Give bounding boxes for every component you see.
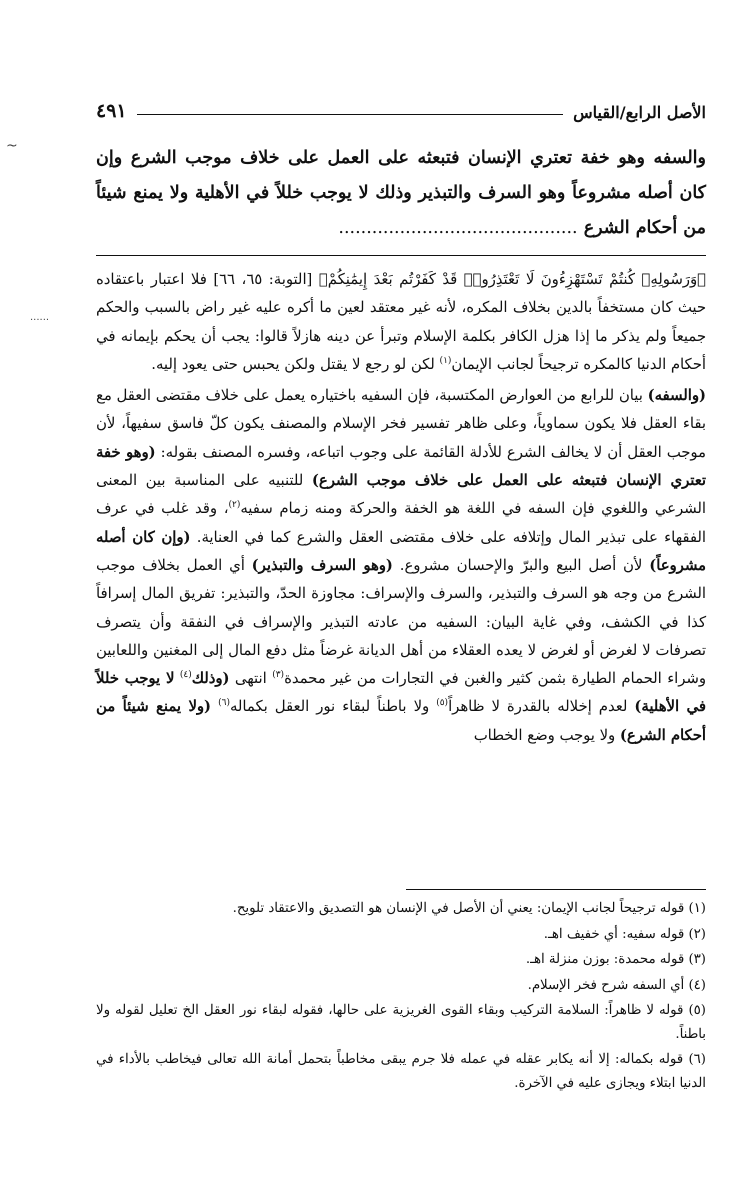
matn-quote: (وهو السرف والتبذير) bbox=[251, 556, 393, 574]
commentary-text: لكن لو رجع لا يقتل ولكن يحبس حتى يعود إليه. bbox=[151, 355, 435, 373]
footnotes bbox=[96, 897, 706, 1095]
commentary-text: ولا باطناً لبقاء نور العقل بكماله bbox=[229, 698, 430, 716]
commentary-paragraph bbox=[96, 266, 706, 379]
margin-mark: ...... bbox=[30, 312, 50, 323]
text-separator bbox=[96, 255, 706, 256]
footnote-marker: (٦) bbox=[218, 698, 230, 709]
commentary-text: لأن أصل البيع والبرّ والإحسان مشروع. bbox=[399, 556, 643, 574]
footnote-marker: (٣) bbox=[272, 670, 285, 681]
header-rule bbox=[137, 114, 563, 115]
matn-quote: (وذلك bbox=[191, 670, 230, 688]
footnote: (٣) قوله محمدة: بوزن منزلة اهـ. bbox=[525, 952, 706, 967]
commentary-text: بيان للرابع من العوارض المكتسبة، فإن السفيه باختياره يعمل على خلاف مقتضى العقل مع بقاء العقل فلا يكون سماوياً، وعلى ظاهر تفسير فخر الإسلام والمصنف يكون كلّ فاسق سفيهاً، لأن موجب العقل أن لا يخالف الشرع للأدلة القائمة على وجوب اتباعه، وفسره المصنف بقوله: bbox=[96, 387, 706, 461]
footnote: (١) قوله ترجيحاً لجانب الإيمان: يعني أن الأصل في الإنسان هو التصديق والاعتقاد تلويح. bbox=[232, 901, 706, 916]
commentary-text: فلا اعتبار باعتقاده حيث كان مستخفاً بالدين بخلاف المكره، لأنه غير معتقد لعين ما أكره عليه غير راض بالسبب والحكم جميعاً ولم يذكر ما إذا هزل الكافر بكلمة الإسلام وتبرأ عن دينه هازلاً قالوا: يجب أن يحكم بإيمانه في أحكام الدنيا كالمكره ترجيحاً لجانب الإيمان bbox=[96, 271, 706, 373]
footnote-marker: (٢) bbox=[228, 500, 241, 511]
matn-quote: (وإن كان أصله مشروعاً) bbox=[96, 528, 706, 574]
commentary bbox=[96, 266, 706, 750]
main-text-body: والسفه وهو خفة تعتري الإنسان فتبعثه على العمل على خلاف موجب الشرع وإن كان أصله مشروعاً وهو السرف والتبذير وذلك لا يوجب خللاً في الأهلية ولا يمنع شيئاً من أحكام الشرع bbox=[96, 148, 706, 238]
verse-reference: [التوبة: ٦٥، ٦٦] bbox=[213, 271, 313, 288]
margin-mark: ~ bbox=[6, 138, 18, 154]
footnote: (٥) قوله لا ظاهراً: السلامة التركيب وبقاء القوى الغريزية على حالها، فقوله لبقاء نور العقل الخ تعليل لقوله ولا باطناً. bbox=[96, 1003, 706, 1042]
footnote: (٢) قوله سفيه: أي خفيف اهـ. bbox=[543, 926, 706, 942]
footnote-marker: (٥) bbox=[436, 698, 449, 709]
commentary-text: أي العمل بخلاف موجب الشرع من وجه هو السرف والتبذير، والسرف والإسراف: مجاوزة الحدّ، والتبذير: تفريق المال إسرافاً كذا في الكشف، وفي غاية البيان: السفيه من عادته التبذير والإسراف في النفقة وأن يتصرف تصرفات لا لغرض أو لغرض لا يعده العقلاء من أهل الديانة غرضاً مثل دفع المال إلى المغنين واللعابين وشراء الحمام الطيارة بثمن كثير والغبن في التجارات من غير محمدة bbox=[96, 556, 706, 688]
footnote-separator bbox=[406, 889, 706, 890]
matn-quote: (ولا يمنع شيئاً من أحكام الشرع) bbox=[96, 698, 706, 744]
footnote: (٦) قوله بكماله: إلا أنه يكابر عقله في عمله فلا جرم يبقى مخاطباً بتحمل أمانة الله تعالى فيخاطب بالأداء في الدنيا ابتلاء ويجازى عليه في الآخرة. bbox=[96, 1052, 706, 1091]
commentary-text: ولا يوجب وضع الخطاب bbox=[473, 726, 616, 744]
footnote-marker: (٤) bbox=[179, 670, 192, 681]
commentary-text: ، وقد غلب في عرف الفقهاء على تبذير المال وإتلافه على خلاف مقتضى العقل والشرع كما في العناية. bbox=[96, 500, 706, 546]
page-number: ٤٩١ bbox=[96, 100, 127, 122]
commentary-text: انتهى bbox=[234, 670, 267, 688]
page-header bbox=[96, 94, 706, 122]
matn-quote: لا يوجب خللاً في الأهلية) bbox=[96, 670, 706, 716]
main-text-dots: ........................................... bbox=[338, 218, 578, 238]
matn-quote: (والسفه) bbox=[647, 387, 706, 405]
main-text bbox=[96, 141, 706, 246]
running-title: الأصل الرابع/القياس bbox=[573, 103, 706, 122]
matn-quote: (وهو خفة تعتري الإنسان فتبعثه على العمل على خلاف موجب الشرع) bbox=[96, 443, 706, 490]
commentary-text: لعدم إخلاله بالقدرة لا ظاهراً bbox=[448, 698, 628, 716]
commentary-text: للتنبيه على المناسبة بين المعنى الشرعي واللغوي فإن السفه في اللغة هو الخفة والحركة ومنه زمام سفيه bbox=[96, 472, 706, 518]
footnote-marker: (١) bbox=[439, 355, 452, 366]
footnote: (٤) أي السفه شرح فخر الإسلام. bbox=[527, 977, 706, 993]
quran-verse: ﴿وَرَسُولِهِۦ كُنتُمْ تَسْتَهْزِءُونَ لَا تَعْتَذِرُوا۟ قَدْ كَفَرْتُم بَعْدَ إِيمَٰنِكُمْ﴾ bbox=[318, 271, 706, 288]
commentary-paragraph bbox=[96, 382, 706, 750]
